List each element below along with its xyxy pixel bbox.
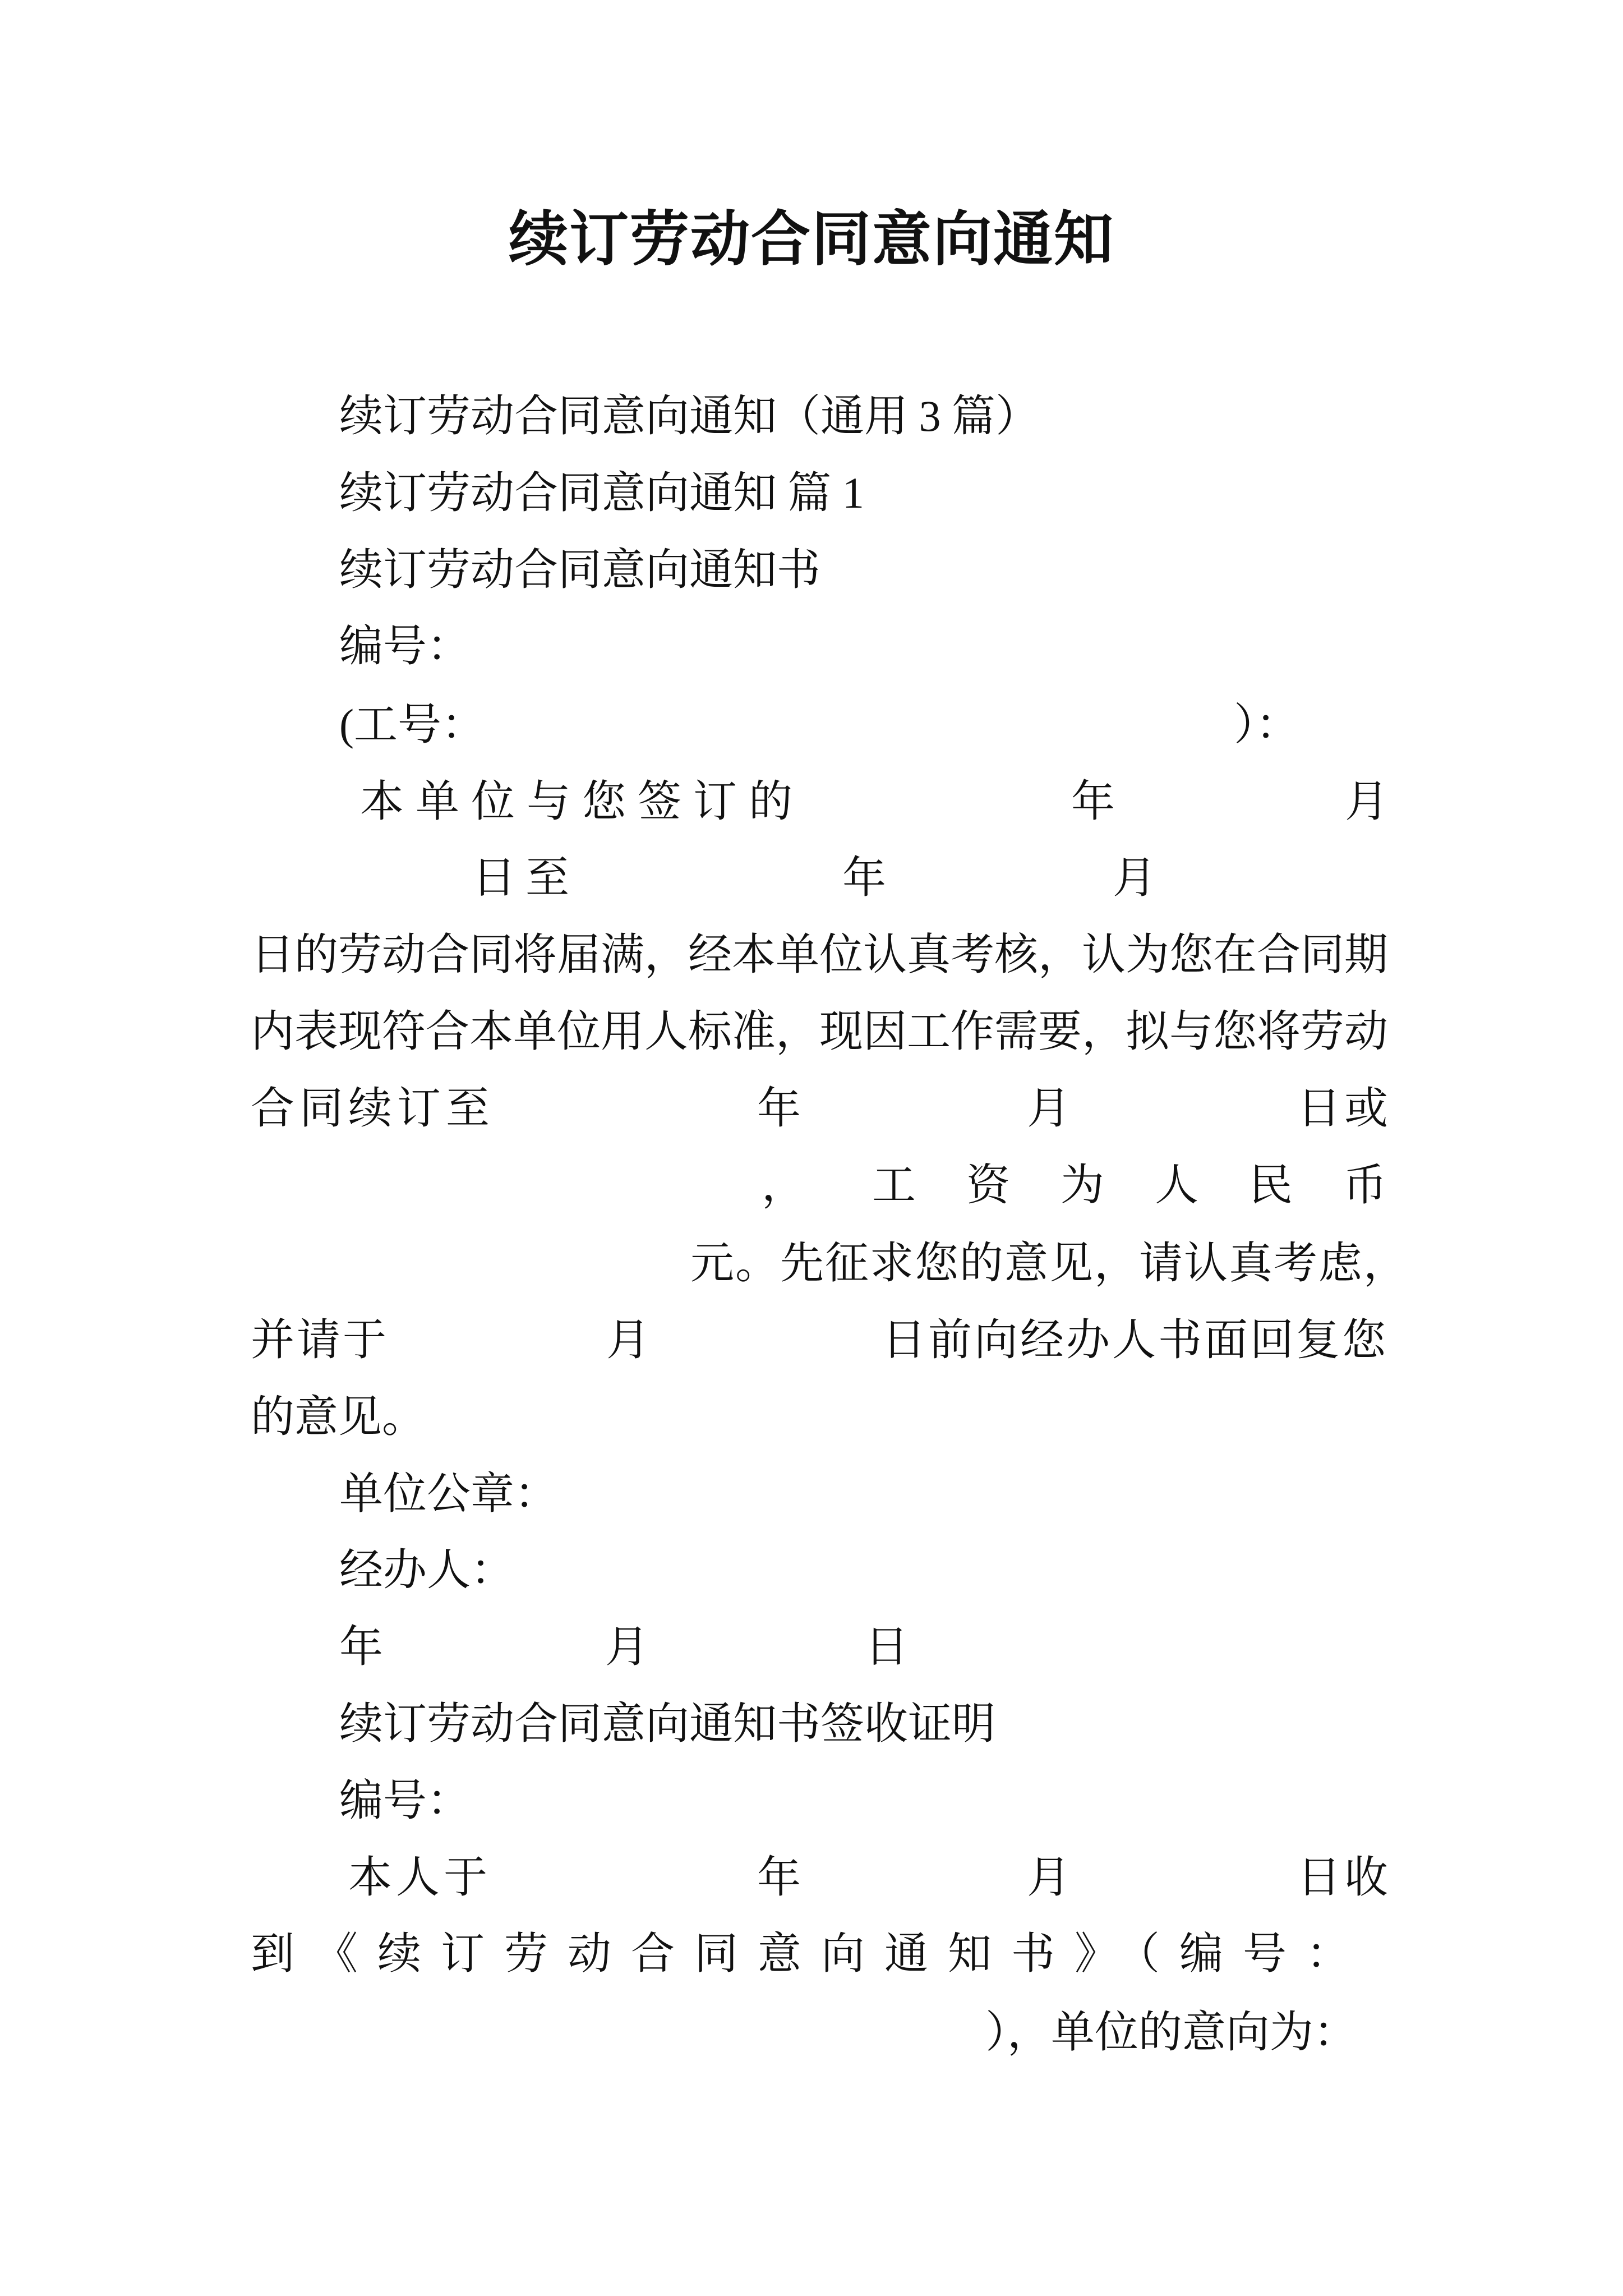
notice-body-line [0, 930, 1623, 979]
receipt-body-line [0, 1853, 1623, 1902]
notice-text: 日至 [472, 853, 579, 902]
date-month: 月 [1027, 1853, 1071, 1902]
part-title-line [0, 468, 1623, 517]
receipt-text: ），单位的意向为： [985, 2008, 1358, 2056]
notice-text: 日的劳动合同将届满，经本单位认真考核，认为您在合同期 [251, 930, 1389, 979]
handler-line [0, 1545, 1623, 1594]
notice-body-line [0, 777, 1623, 826]
notice-text: 合同续订至 [251, 1084, 495, 1133]
part-title: 续订劳动合同意向通知 篇 1 [339, 468, 865, 517]
collection-heading-line [0, 394, 1623, 438]
receipt-number-line [0, 1776, 1623, 1825]
date-month: 月 [1345, 777, 1389, 826]
date-day: 日 [865, 1622, 909, 1671]
notice-body-line [0, 1392, 1623, 1441]
receipt-body-line [0, 2010, 1623, 2054]
notice-body-line [0, 1084, 1623, 1133]
date-month: 月 [605, 1622, 649, 1671]
employee-id-close: ）： [1234, 700, 1300, 749]
notice-text: 元。先征求您的意见，请认真考虑， [690, 1239, 1409, 1287]
document-title: 续订劳动合同意向通知 [509, 207, 1114, 273]
notice-body-line [0, 1163, 1623, 1207]
employee-id-line [0, 700, 1623, 749]
notice-body-line [0, 1315, 1623, 1364]
receipt-title-line [0, 1699, 1623, 1748]
receipt-text: 到《续订劳动合同意向通知书》（编号： [251, 1929, 1370, 1978]
salary-label: 工资为人民币 [872, 1161, 1438, 1209]
date-month: 月 [1113, 853, 1157, 902]
notice-text: 日或 [1297, 1084, 1392, 1133]
date-month: 月 [606, 1315, 651, 1364]
notice-text: ， [762, 1161, 806, 1209]
receipt-title: 续订劳动合同意向通知书签收证明 [339, 1699, 996, 1748]
notice-text: 并请于 [251, 1315, 389, 1364]
notice-body-line [0, 1241, 1623, 1285]
signature-date-line [0, 1622, 1623, 1671]
date-year: 年 [757, 1853, 801, 1902]
notice-number-line [0, 624, 1623, 668]
date-month: 月 [1027, 1084, 1071, 1133]
receipt-number-label: 编号： [339, 1776, 471, 1825]
notice-body-line [0, 853, 1623, 902]
receipt-text: 本人于 [348, 1853, 492, 1902]
notice-body-line [0, 1007, 1623, 1056]
seal-line [0, 1469, 1623, 1518]
employee-id-open: (工号： [339, 700, 485, 749]
date-year: 年 [842, 853, 887, 902]
notice-text: 的意见。 [251, 1392, 426, 1441]
notice-text: 本单位与您签订的 [360, 777, 805, 826]
notice-text: 内表现符合本单位用人标准，现因工作需要，拟与您将劳动 [251, 1007, 1389, 1056]
notice-number-label: 编号： [339, 622, 471, 670]
notice-title-line [0, 545, 1623, 594]
date-year: 年 [757, 1084, 801, 1133]
receipt-body-line [0, 1929, 1623, 1978]
date-year: 年 [1071, 777, 1115, 826]
seal-label: 单位公章： [339, 1469, 559, 1518]
collection-heading: 续订劳动合同意向通知（通用 3 篇） [339, 392, 1040, 440]
notice-text: 日前向经办人书面回复您 [882, 1315, 1389, 1364]
receipt-text: 日收 [1297, 1853, 1392, 1902]
handler-label: 经办人： [339, 1545, 515, 1594]
notice-title: 续订劳动合同意向通知书 [339, 545, 821, 594]
date-year: 年 [339, 1622, 384, 1671]
